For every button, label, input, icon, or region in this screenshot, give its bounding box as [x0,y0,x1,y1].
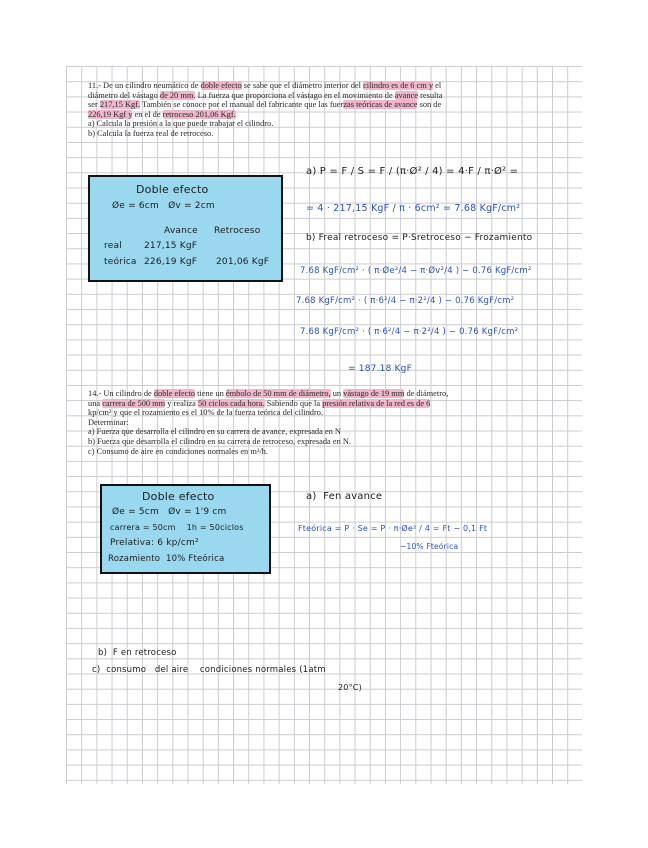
p14-solution-c-temp: 20°C) [338,683,362,692]
statement-text: son de [417,100,442,110]
p14-solution-a-note: −10% Fteórica [400,542,459,551]
highlighted-text: presión relativa de la red es de 6 [322,398,431,408]
problem-11-statement [88,81,493,139]
p11-solution-b-step3: 7.68 KgF/cm² · ( π·6²/4 − π·2²/4 ) − 0.76 KgF/cm² [300,327,519,337]
highlighted-text: zas teóricas de avance [343,100,418,110]
box-diameters: Øe = 6cm Øv = 2cm [112,201,215,211]
statement-text: diámetro del vástago [88,90,160,100]
statement-text: b) Fuerza que desarrolla el cilindro en su carrera de retroceso, expresada en N. [88,436,351,446]
statement-line [88,81,493,91]
statement-line [88,447,498,457]
statement-text: La fuerza que proporciona el vástago en el movimiento de [195,90,395,100]
box-prelativa: Prelativa: 6 kp/cm² [110,538,199,548]
col-avance: Avance [164,226,198,236]
statement-text: resulta [418,90,443,100]
statement-text: Determinar: [88,417,129,427]
statement-text: kp/cm² y que el rozamiento es el 10% de la fuerza teórica del cilindro. [88,408,324,418]
highlighted-text: doble efecto [153,389,195,398]
statement-text: a) Calcula la presión a la que puede trabajar el cilindro. [88,119,274,129]
row-real-label: real [104,241,122,251]
p11-solution-b-line: b) Freal retroceso = P·Sretroceso − Frozamiento [306,233,533,243]
statement-text: También se conoce por el manual del fabricante que las fuer [140,100,344,110]
p11-solution-b-step1: 7.68 KgF/cm² · ( π·Øe²/4 − π·Øv²/4 ) − 0.76 KgF/cm² [300,266,532,276]
highlighted-text: émbolo de 50 mm de diámetro, [225,389,331,398]
statement-text: a) Fuerza que desarrolla el cilindro en su carrera de avance, expresada en N [88,427,341,437]
problem-14-data-box [100,484,271,574]
p11-solution-a-line1: a) P = F / S = F / (π·Ø² / 4) = 4·F / π·Ø² = [306,166,519,177]
statement-text: 11.- De un cilindro neumático de [88,81,201,90]
statement-text: se sabe que el diámetro interior del [241,81,364,90]
problem-14-statement [88,389,498,456]
col-retroceso: Retroceso [214,226,261,236]
statement-text: en el de [132,109,163,119]
statement-text: tiene un [194,389,226,398]
statement-line [88,110,493,120]
problem-11-data-box [88,175,283,282]
highlighted-text: vástago de 19 mm [343,389,405,398]
highlighted-text: 217,15 Kgf. [99,100,141,110]
highlighted-text: retroceso 201,06 Kgf. [162,109,236,119]
statement-line [88,399,498,409]
statement-line [88,408,498,418]
statement-text: ser [88,100,100,110]
row-teorica-retroceso: 201,06 KgF [216,257,270,267]
row-real-avance: 217,15 KgF [144,241,198,251]
statement-line [88,129,493,139]
row-teorica-label: teórica [104,257,137,267]
statement-line [88,119,493,129]
highlighted-text: 226,19 Kgf y [88,109,133,119]
statement-text: c) Consumo de aire en condiciones normales en m³/h. [88,446,268,456]
p14-solution-a-title: a) Fen avance [306,491,383,502]
statement-text: y realiza [165,398,198,408]
statement-text: una [88,398,103,408]
highlighted-text: de 20 mm. [159,90,196,100]
statement-line [88,91,493,101]
statement-text: un [330,389,344,398]
statement-text: Sabiendo que la [264,398,323,408]
statement-line [88,389,498,399]
highlighted-text: cilindro es de 6 cm y [363,81,434,90]
row-teorica-avance: 226,19 KgF [144,257,198,267]
p14-solution-c-title: c) consumo del aire condiciones normales (1atm [92,665,326,675]
statement-text: 14.- Un cilindro de [88,389,154,398]
p11-solution-a-line2: = 4 · 217,15 KgF / π · 6cm² = 7.68 KgF/cm² [306,203,521,214]
statement-line [88,418,498,428]
statement-line [88,437,498,447]
statement-text: b) Calcula la fuerza real de retroceso. [88,128,214,138]
p11-solution-b-step2: 7.68 KgF/cm² · ( π·6²/4 − π·2²/4 ) − 0.76 KgF/cm² [296,296,515,306]
box-carrera: carrera = 50cm 1h = 50ciclos [110,523,244,532]
p11-solution-b-result: = 187.18 KgF [348,364,412,374]
box-title: Doble efecto [136,183,209,196]
statement-text: de diámetro, [404,389,449,398]
statement-line [88,100,493,110]
box-rozamiento: Rozamiento 10% Fteórica [108,554,225,564]
box-diameters: Øe = 5cm Øv = 1'9 cm [112,507,227,517]
statement-line [88,427,498,437]
p14-solution-b-title: b) F en retroceso [98,648,177,658]
box-title: Doble efecto [142,490,215,503]
p14-solution-a-formula: Fteórica = P · Se = P · π·Øe² / 4 = Ft − 0,1 Ft [298,524,488,533]
highlighted-text: doble efecto [200,81,242,90]
highlighted-text: carrera de 500 mm [102,398,166,408]
statement-text: el [433,81,442,90]
highlighted-text: 50 ciclos cada hora. [197,398,265,408]
highlighted-text: avance [394,90,419,100]
